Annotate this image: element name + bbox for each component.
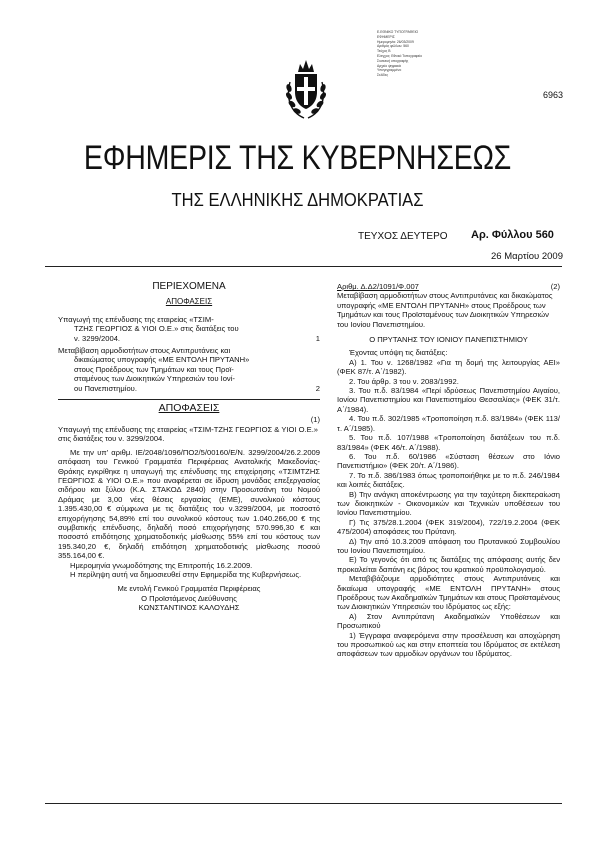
stamp-line: Σελίδες xyxy=(377,73,389,78)
section-a-item: 1) Έγγραφα αναφερόμενα στην προσέλευση και αποχώρηση του προσωπικού ως και στην εποπτεία του Ιδρύματος σε εκτέλεση αποφάσεων των αρμοδίων οργάνων του Ιδρύματος. xyxy=(337,630,560,659)
toc-item-title: δικαιώματος υπογραφής «ΜΕ ΕΝΤΟΛΗ ΠΡΥΤΑΝΗ» xyxy=(74,355,250,365)
stamp-line: Συσκευή υπογραφής xyxy=(377,58,409,63)
toc-item[interactable] xyxy=(58,346,320,393)
decision-body: Με την υπ’ αριθμ. ΙΕ/2048/1096/ΠΟ2/5/00160/Ε/Ν. 3299/2004/26.2.2009 απόφαση του Γενικού Γραμματέα Περιφέρειας Ανατολικής Μακεδονίας-Θράκης εγκρίθηκε η υπαγωγή της επένδυσης της επιχείρησης «ΤΣΙΜΤΖΗΣ ΓΕΩΡΓΙΟΣ & ΥΙΟΙ Ο.Ε.» που αναφέρεται σε ίδρυση μονάδας επεξεργασίας σιδήρου και ξύλου (Κ.Α. ΣΤΑΚΟΔ 2840) στην Προσωτσάνη του Νομού Δράμας με 3,00 νέες θέσεις εργασίας (ΕΜΕ), συνολικού κόστους 1.395.430,00 € σύμφωνα με τις διατάξεις του ν.3299/2004, με ποσοστό επιχορήγησης 54,89% επί του συνολικού κόστους των 1.040.266,00 € της συμβατικής επένδυσης, δηλαδή ποσό επιχορήγησης 570.996,30 € και ποσοστό επιδότησης χρηματοδοτικής μίσθωσης 55% επί του κόστους των 195.340,20 €, δηλαδή επιδότηση χρηματοδοτικής μίσθωσης ποσού 355.164,00 €. xyxy=(58,447,320,561)
considering-item: Ε) Το γεγονός ότι από τις διατάξεις της απόφασης αυτής δεν προκαλείται δαπάνη εις βάρος του κρατικού προϋπολογισμού. xyxy=(337,555,560,574)
header-divider xyxy=(45,266,562,267)
considering-item: 7. Το π.δ. 386/1983 όπως τροποποιήθηκε με το π.δ. 246/1984 και λοιπές διατάξεις. xyxy=(337,470,560,490)
stamp-line: Τεύχος Β xyxy=(377,49,391,54)
considering-item: 6. Του π.δ. 60/1986 «Σύσταση θέσεων στο Ιόνιο Πανεπιστήμιο» (ΦΕΚ 20/τ. Α΄/1986). xyxy=(337,451,560,471)
toc-item-title: σταμένους των Διοικητικών Υπηρεσιών του Ιονί- xyxy=(74,374,235,384)
considering-list xyxy=(337,358,560,574)
stamp-line: Αρχείο ψηφιακά xyxy=(377,63,401,68)
page-number: 6963 xyxy=(542,90,563,100)
signatory-mandate: Με εντολή Γενικού Γραμματέα Περιφέρειας xyxy=(117,584,261,594)
contents-heading: ΠΕΡΙΕΧΟΜΕΝΑ xyxy=(152,281,226,292)
stamp-line: Ημερομηνία: 26/03/2009 xyxy=(377,39,414,44)
considering-item: 3. Του π.δ. 83/1984 «Περί ιδρύσεως Πανεπιστημίου Αιγαίου, Ιονίου Πανεπιστημίου και Πανεπιστημίου Θεσσαλίας» (ΦΕΚ 31/τ. Α΄/1984). xyxy=(337,386,560,414)
decision-opinion-date: Ημερομηνία γνωμοδότησης της Επιτροπής 16.2.2009. xyxy=(70,560,253,570)
considering-item: 2. Του άρθρ. 3 του ν. 2083/1992. xyxy=(349,376,459,386)
greek-coat-of-arms-icon xyxy=(284,56,328,122)
considering-item: 5. Του π.δ. 107/1988 «Τροποποίηση διατάξεων του π.δ. 83/1984» (ΦΕΚ 46/τ. Α΄/1988). xyxy=(337,433,560,452)
decision-publication-order: Η περίληψη αυτή να δημοσιευθεί στην Εφημερίδα της Κυβερνήσεως. xyxy=(70,569,302,579)
stamp-line: Αριθμός φύλλου: 560 xyxy=(377,44,409,49)
toc-item[interactable] xyxy=(58,315,320,343)
gazette-title: ΕΦΗΜΕΡΙΣ ΤΗΣ ΚΥΒΕΡΝΗΣΕΩΣ xyxy=(83,139,512,177)
decisions-heading: ΑΠΟΦΑΣΕΙΣ xyxy=(58,399,320,413)
toc-item-title: Μεταβίβαση αρμοδιοτήτων στους Αντιπρυτάνεις και xyxy=(58,346,231,356)
decision-number: (2) xyxy=(550,282,560,291)
considering-item: Β) Την ανάγκη αποκέντρωσης για την ταχύτερη διεκπεραίωση των διοικητικών - Οικονομικών και Τεχνικών υποθέσεων του Ιονίου Πανεπιστημίου. xyxy=(337,489,560,518)
right-column xyxy=(337,282,560,659)
issuing-authority: Ο ΠΡΥΤΑΝΗΣ ΤΟΥ ΙΟΝΙΟΥ ΠΑΝΕΠΙΣΤΗΜΙΟΥ xyxy=(369,335,528,345)
signatory-role: Ο Προϊστάμενος Διεύθυνσης xyxy=(141,593,237,603)
section-a-heading: Α) Στον Αντιπρύτανη Ακαδημαϊκών Υποθέσεων και Προσωπικού xyxy=(337,611,560,631)
stamp-line: Ε.ΕΘΝΙΚΟ ΤΥΠΟΓΡΑΦΕΙΟ xyxy=(377,30,419,34)
toc-page-number: 2 xyxy=(315,383,320,393)
toc-item-title: Υπαγωγή της επένδυσης της εταιρείας «ΤΣΙΜ- xyxy=(58,314,214,324)
footer-divider xyxy=(45,803,562,804)
considering-item: Δ) Την από 10.3.2009 απόφαση του Πρυτανικού Συμβουλίου του Ιονίου Πανεπιστημίου. xyxy=(337,536,560,555)
signatory-name: ΚΩΝΣΤΑΝΤΙΝΟΣ ΚΑΛΟΥΔΗΣ xyxy=(138,603,240,613)
issue-label: ΤΕΥΧΟΣ ΔΕΥΤΕΡΟ xyxy=(358,231,448,242)
issue-date: 26 Μαρτίου 2009 xyxy=(491,251,563,262)
decision-title: Υπαγωγή της επένδυσης της εταιρείας «ΤΣΙΜ-ΤΖΗΣ ΓΕΩΡΓΙΟΣ & ΥΙΟΙ Ο.Ε.» στις διατάξεις του ν. 3299/2004. xyxy=(58,424,319,444)
stamp-line: Υπογεγραμμένο xyxy=(377,68,402,73)
toc-page-number: 1 xyxy=(315,333,320,343)
decision-reference: Αριθμ. Δ.Δ2/1091/Φ.007 xyxy=(337,282,419,291)
stamp-line: Ελεγχος: Εθνικό Τυπογραφείο xyxy=(377,53,423,58)
toc-item-title: ΤΖΗΣ ΓΕΩΡΓΙΟΣ & ΥΙΟΙ Ο.Ε.» στις διατάξεις του xyxy=(74,324,239,334)
toc-item-title: ν. 3299/2004. xyxy=(74,333,121,343)
decision-title: Μεταβίβαση αρμοδιοτήτων στους Αντιπρυτάνεις και δικαιώματος υπογραφής «ΜΕ ΕΝΤΟΛΗ ΠΡΥΤΑΝΗ» στους Προέδρους των Τμημάτων και τους Προϊσταμένους των Διοικητικών Υπηρεσιών του Ιονίου Πανεπιστημίου. xyxy=(337,291,553,329)
decision-number: (1) xyxy=(310,415,320,425)
digital-signature-stamp xyxy=(377,30,452,78)
sheet-number: Αρ. Φύλλου 560 xyxy=(471,229,554,241)
contents-decisions-heading: ΑΠΟΦΑΣΕΙΣ xyxy=(165,297,213,307)
toc-item-title: στους Προέδρους των Τμημάτων και τους Προϊ- xyxy=(74,364,234,374)
left-column xyxy=(58,282,320,613)
gazette-subtitle: ΤΗΣ ΕΛΛΗΝΙΚΗΣ ΔΗΜΟΚΡΑΤΙΑΣ xyxy=(171,190,424,210)
considering-intro: Έχοντας υπόψη τις διατάξεις: xyxy=(349,348,448,358)
stamp-line: ΕΦΗΜΕΡΙΣ xyxy=(377,34,395,39)
considering-item: 4. Του π.δ. 302/1985 «Τροποποίηση π.δ. 83/1984» (ΦΕΚ 113/τ. Α΄/1985). xyxy=(337,414,560,433)
considering-item: Α) 1. Του ν. 1268/1982 «Για τη δομή της λειτουργίας ΑΕΙ» (ΦΕΚ 87/τ. Α΄/1982). xyxy=(337,357,560,377)
considering-item: Γ) Τις 375/28.1.2004 (ΦΕΚ 319/2004), 722/19.2.2004 (ΦΕΚ 475/2004) αποφάσεις του Πρύτανη. xyxy=(337,517,560,537)
transfer-statement: Μεταβιβάζουμε αρμοδιότητες στους Αντιπρυτάνεις και δικαίωμα υπογραφής «ΜΕ ΕΝΤΟΛΗ ΠΡΥΤΑΝΗ» στους Προέδρους των Ακαδημαϊκών Τμημάτων και στους Προϊσταμένους των Διοικητικών Υπηρεσιών του Ιδρύματος ως εξής: xyxy=(337,574,560,612)
decision-reference-row xyxy=(337,282,560,291)
toc-item-title: ου Πανεπιστημίου. xyxy=(74,383,137,393)
